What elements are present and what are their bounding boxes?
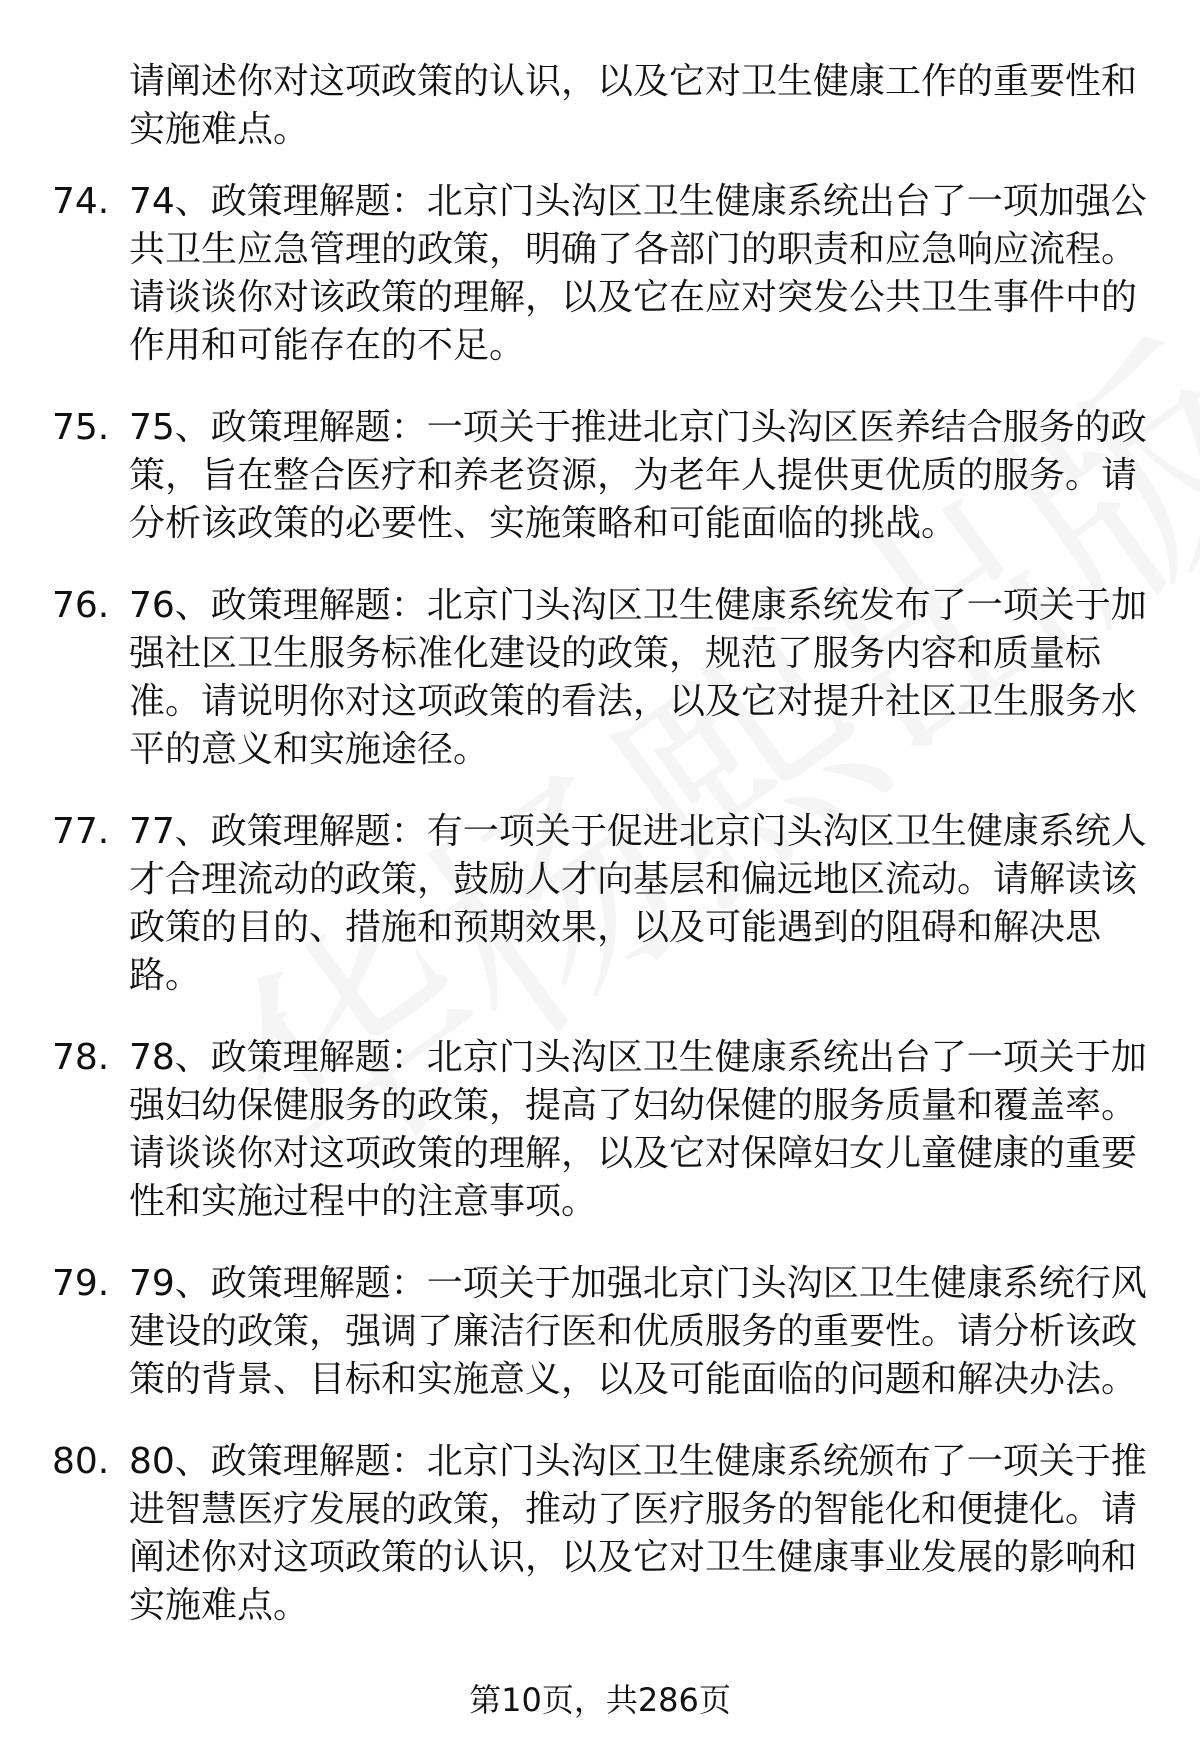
question-text: 76、政策理解题：北京门头沟区卫生健康系统发布了一项关于加强社区卫生服务标准化建设的政策，规范了服务内容和质量标准。请说明你对这项政策的看法，以及它对提升社区卫生服务水平的意义和实施途径。 <box>129 585 1147 770</box>
question-number: 76. <box>52 585 110 626</box>
question-item <box>0 808 1200 1000</box>
question-item <box>0 582 1200 774</box>
question-text: 79、政策理解题：一项关于加强北京门头沟区卫生健康系统行风建设的政策，强调了廉洁行医和优质服务的重要性。请分析该政策的背景、目标和实施意义，以及可能面临的问题和解决办法。 <box>129 1263 1147 1400</box>
question-item <box>0 404 1200 548</box>
continuation-paragraph: 请阐述你对这项政策的认识，以及它对卫生健康工作的重要性和实施难点。 <box>129 61 1138 150</box>
question-number: 78. <box>52 1037 110 1078</box>
page-footer: 第10页，共286页 <box>469 1681 731 1719</box>
question-number: 74. <box>52 181 110 222</box>
question-text: 80、政策理解题：北京门头沟区卫生健康系统颁布了一项关于推进智慧医疗发展的政策，推动了医疗服务的智能化和便捷化。请阐述你对这项政策的认识，以及它对卫生健康事业发展的影响和实施难点。 <box>129 1441 1147 1626</box>
question-item <box>0 1260 1200 1404</box>
question-text: 75、政策理解题：一项关于推进北京门头沟区医养结合服务的政策，旨在整合医疗和养老资源，为老年人提供更优质的服务。请分析该政策的必要性、实施策略和可能面临的挑战。 <box>129 407 1147 544</box>
question-number: 77. <box>52 811 110 852</box>
question-number: 79. <box>52 1263 110 1304</box>
question-list <box>0 178 1200 1664</box>
question-text: 78、政策理解题：北京门头沟区卫生健康系统出台了一项关于加强妇幼保健服务的政策，提高了妇幼保健的服务质量和覆盖率。请谈谈你对这项政策的理解，以及它对保障妇女儿童健康的重要性和实施过程中的注意事项。 <box>129 1037 1147 1222</box>
question-text: 74、政策理解题：北京门头沟区卫生健康系统出台了一项加强公共卫生应急管理的政策，明确了各部门的职责和应急响应流程。请谈谈你对该政策的理解，以及它在应对突发公共卫生事件中的作用和可能存在的不足。 <box>129 181 1147 366</box>
question-number: 80. <box>52 1441 110 1482</box>
question-item <box>0 1438 1200 1630</box>
question-item <box>0 178 1200 370</box>
question-number: 75. <box>52 407 110 448</box>
question-item <box>0 1034 1200 1226</box>
question-text: 77、政策理解题：有一项关于促进北京门头沟区卫生健康系统人才合理流动的政策，鼓励人才向基层和偏远地区流动。请解读该政策的目的、措施和预期效果，以及可能遇到的阻碍和解决思路。 <box>129 811 1147 996</box>
